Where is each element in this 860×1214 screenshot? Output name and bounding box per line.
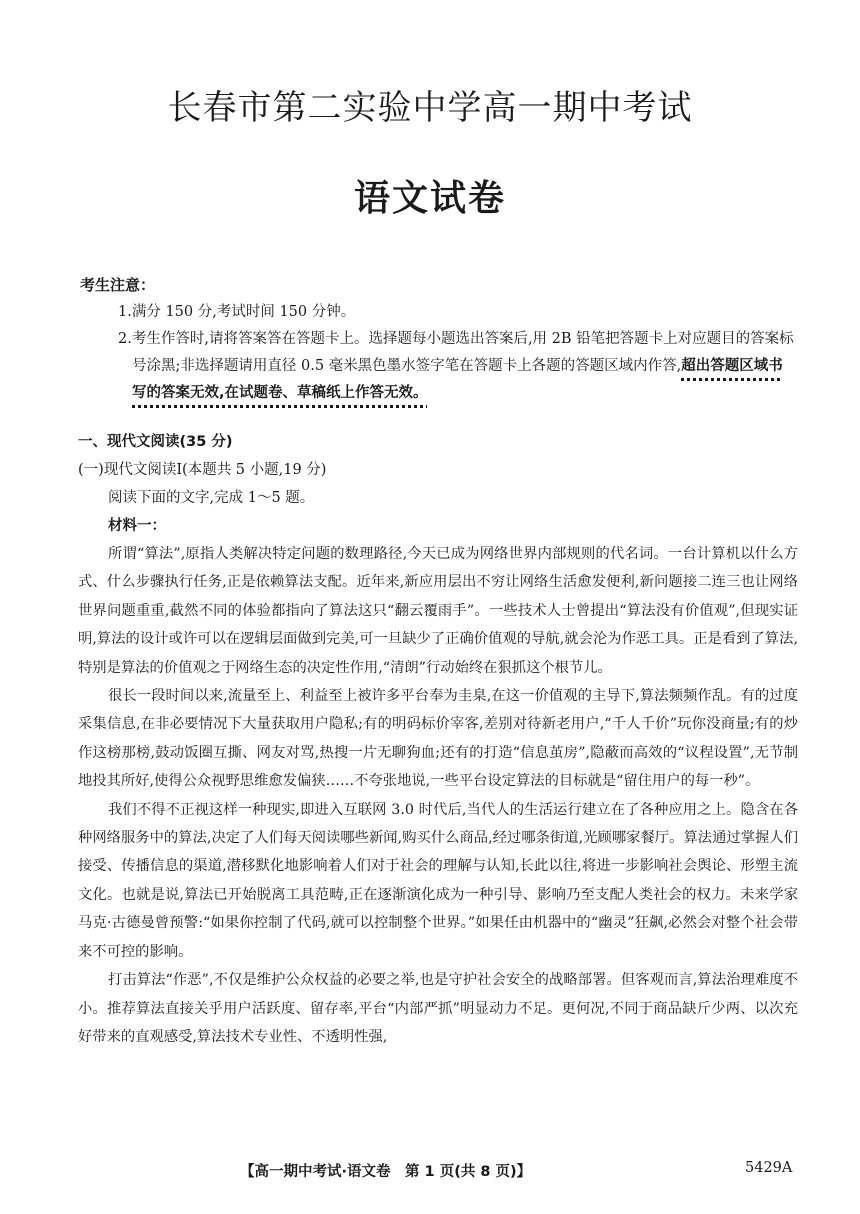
notice-heading: 考生注意： — [80, 276, 156, 294]
exam-title: 长春市第二实验中学高一期中考试 — [167, 88, 693, 128]
footer-label: 【高一期中考试·语文卷 第 1 页(共 8 页)】 — [240, 1164, 532, 1180]
candidate-notice — [80, 272, 795, 407]
notice-item-2-text: 2.考生作答时,请将答案答在答题卡上。选择题每小题选出答案后,用 2B 铅笔把答题卡上对应题目的答案标号涂黑;非选择题请用直径 0.5 毫米黑色墨水签字笔在答题卡上各题的答题区域内作答, — [118, 331, 794, 374]
section-modern-reading — [78, 428, 798, 1051]
paragraph: 很长一段时间以来,流量至上、利益至上被许多平台奉为圭臬,在这一价值观的主导下,算法频频作乱。有的过度采集信息,在非必要情况下大量获取用户隐私;有的明码标价宰客,差别对待新老用户,“千人千价”玩你没商量;有的炒作这榜那榜,鼓动饭圈互撕、网友对骂,热搜一片无聊狗血;还有的打造“信息茧房”,隐蔽而高效的“议程设置”,无节制地投其所好,使得公众视野思维愈发偏狭……不夸张地说,一些平台设定算法的目标就是“留住用户的每一秒”。 — [78, 688, 798, 790]
reading-instruction: 阅读下面的文字,完成 1～5 题。 — [108, 490, 315, 506]
section-subheading: (一)现代文阅读Ⅰ(本题共 5 小题,19 分) — [78, 462, 327, 478]
exam-subtitle: 语文试卷 — [353, 178, 506, 219]
paragraph: 我们不得不正视这样一种现实,即进入互联网 3.0 时代后,当代人的生活运行建立在了各种应用之上。隐含在各种网络服务中的算法,决定了人们每天阅读哪些新闻,购买什么商品,经过哪条街道,光顾哪家餐厅。算法通过掌握人们接受、传播信息的渠道,潜移默化地影响着人们对于社会的理解与认知,长此以往,将进一步影响社会舆论、形塑主流文化。也就是说,算法已开始脱离工具范畴,正在逐渐演化成为一种引导、影响乃至支配人类社会的权力。未来学家马克·古德曼曾预警:“如果你控制了代码,就可以控制整个世界。”如果任由机器中的“幽灵”狂飙,必然会对整个社会带来不可控的影响。 — [78, 801, 798, 960]
footer-code: 5429A — [745, 1160, 793, 1176]
material-label: 材料一： — [108, 518, 166, 534]
paragraph: 所谓“算法”,原指人类解决特定问题的数理路径,今天已成为网络世界内部规则的代名词。一台计算机以什么方式、什么步骤执行任务,正是依赖算法支配。近年来,新应用层出不穷让网络生活愈发便利,新问题接二连三也让网络世界问题重重,截然不同的体验都指向了算法这只“翻云覆雨手”。一些技术人士曾提出“算法没有价值观”,但现实证明,算法的设计或许可以在逻辑层面做到完美,可一旦缺少了正确价值观的导航,就会沦为作恶工具。正是看到了算法,特别是算法的价值观之于网络生态的决定性作用,“清朗”行动始终在狠抓这个根节儿。 — [78, 546, 798, 676]
notice-item-1-text: 1.满分 150 分,考试时间 150 分钟。 — [118, 304, 356, 320]
notice-item-1 — [80, 299, 795, 326]
notice-item-2 — [80, 326, 795, 407]
paragraph: 打击算法“作恶”,不仅是维护公众权益的必要之举,也是守护社会安全的战略部署。但客观而言,算法治理难度不小。推荐算法直接关乎用户活跃度、留存率,平台“内部严抓”明显动力不足。更何况,不同于商品缺斤少两、以次充好带来的直观感受,算法技术专业性、不透明性强, — [78, 972, 798, 1045]
notice-item-2-emphasis: 超出答题区域书写的答案无效,在试题卷、草稿纸上作答无效。 — [132, 358, 783, 401]
section-heading: 一、现代文阅读(35 分) — [78, 434, 233, 450]
